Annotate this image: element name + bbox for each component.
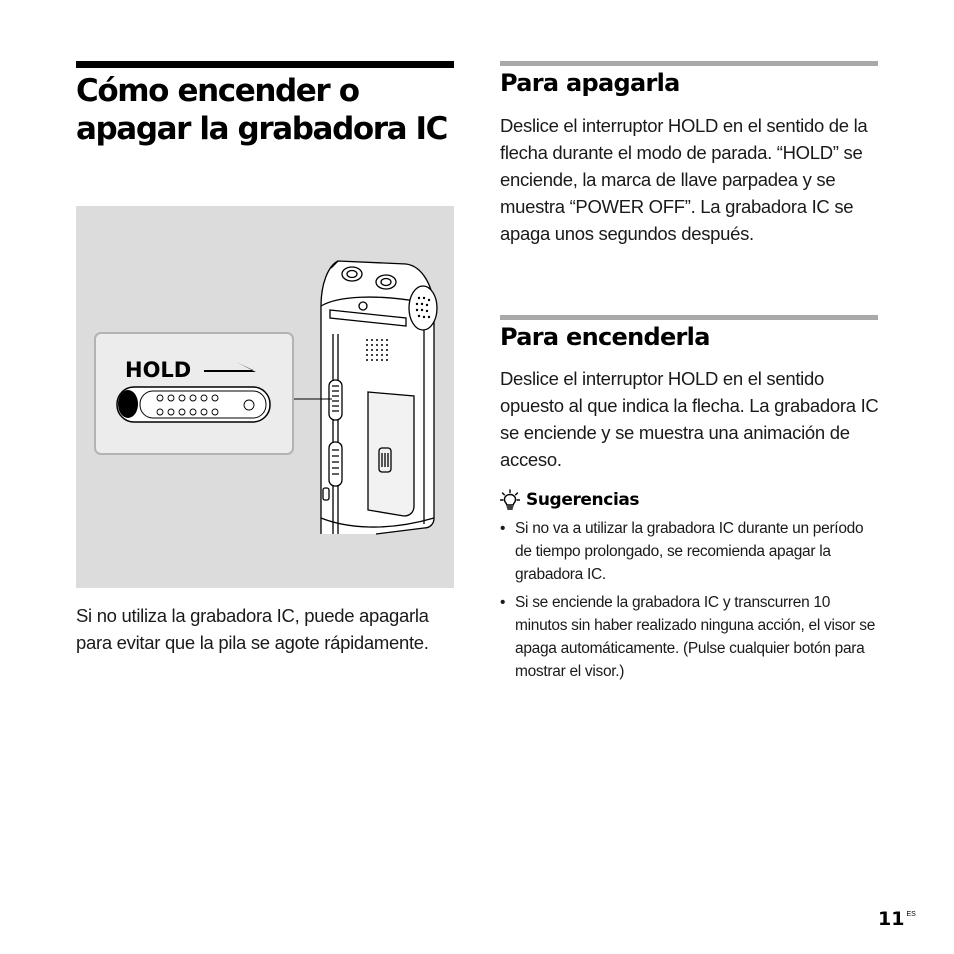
tips-heading — [500, 487, 639, 513]
tip-text: Si se enciende la grabadora IC y transcurren 10 minutos sin haber realizado ninguna acción, el visor se apaga automáticamente. (Pulse cualquier botón para mostrar el visor.) — [515, 594, 876, 680]
section-rule-off — [500, 61, 878, 66]
section-title-on: Para encenderla — [500, 323, 710, 351]
page-number-value: 11 — [878, 908, 905, 930]
title-rule — [76, 61, 454, 68]
bullet-icon: • — [500, 520, 506, 537]
page-language-code: ES — [906, 911, 916, 918]
tips-title: Sugerencias — [526, 490, 640, 510]
tip-text: Si no va a utilizar la grabadora IC durante un período de tiempo prolongado, se recomienda apagar la grabadora IC. — [515, 520, 864, 583]
bullet-icon: • — [500, 594, 506, 611]
lightbulb-icon — [500, 489, 520, 511]
section-body-on: Deslice el interruptor HOLD en el sentido opuesto al que indica la flecha. La grabadora IC se enciende y se muestra una animación de acceso. — [500, 368, 879, 470]
microphone-grille — [409, 286, 437, 330]
page-number — [878, 908, 916, 930]
tips-list — [500, 517, 880, 688]
hold-switch-inset — [95, 333, 293, 454]
recorder-illustration — [76, 206, 454, 588]
ic-recorder-drawing — [76, 206, 454, 588]
page-title: Cómo encender o apagar la grabadora IC — [76, 73, 448, 147]
section-rule-on — [500, 315, 878, 320]
section-body-off: Deslice el interruptor HOLD en el sentido de la flecha durante el modo de parada. “HOLD” se enciende, la marca de llave parpadea y se muestra “POWER OFF”. La grabadora IC se apaga unos segundos después. — [500, 115, 868, 244]
tip-item — [500, 591, 880, 683]
hold-label: HOLD — [125, 358, 192, 382]
section-title-off: Para apagarla — [500, 69, 680, 97]
tip-item — [500, 517, 880, 586]
left-body-text: Si no utiliza la grabadora IC, puede apagarla para evitar que la pila se agote rápidamente. — [76, 605, 429, 653]
